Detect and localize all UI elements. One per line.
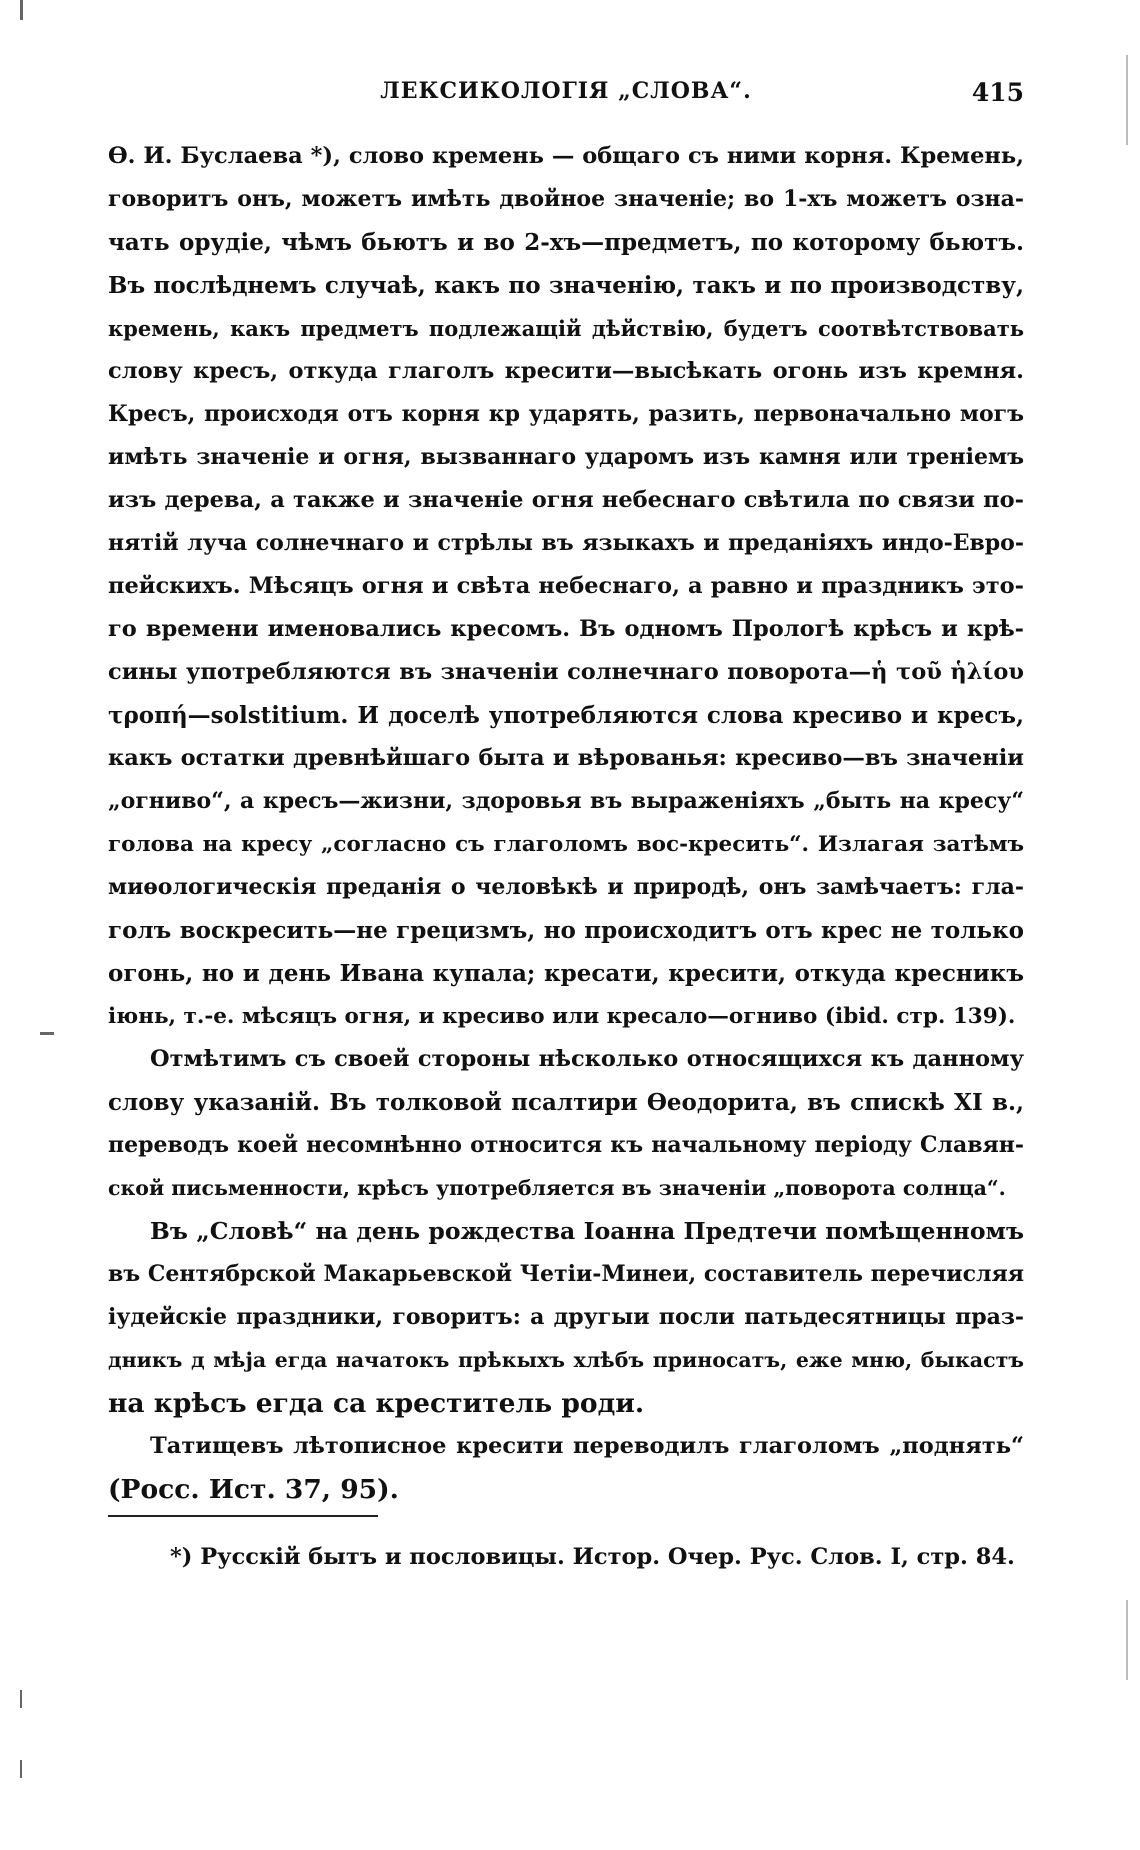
scan-mark [40, 1032, 54, 1035]
text-line: слову кресъ, откуда глаголъ кресити—высѣкать огонь изъ кремня. [108, 358, 1024, 384]
text-line: ской письменности, крѣсъ употребляется въ значеніи „поворота солнца“. [108, 1176, 1006, 1200]
text-line: какъ остатки древнѣйшаго быта и вѣрованья: кресиво—въ значеніи [108, 745, 1024, 771]
page-number: 415 [971, 78, 1024, 107]
text-line: τροπή—solstitium. И доселѣ употребляются слова кресиво и кресъ, [108, 702, 1024, 729]
text-line: на крѣсъ егда са креститель роди. [108, 1388, 645, 1419]
page-edge-mark [1126, 1600, 1128, 1680]
running-head [108, 78, 1024, 118]
text-line: го времени именовались кресомъ. Въ одномъ Прологѣ крѣсъ и крѣ- [108, 616, 1024, 642]
footnote: *) Русскій бытъ и пословицы. Истор. Очер. Рус. Слов. I, стр. 84. [170, 1544, 1015, 1570]
text-line: Въ послѣднемъ случаѣ, какъ по значенію, такъ и по производству, [108, 272, 1024, 299]
page-edge-mark [1126, 55, 1128, 145]
text-line: голова на кресу „согласно съ глаголомъ вос-кресить“. Излагая затѣмъ [108, 832, 1024, 857]
text-line: нятій луча солнечнаго и стрѣлы въ языкахъ и преданіяхъ индо-Евро- [108, 530, 1024, 556]
text-line: сины употребляются въ значеніи солнечнаго поворота—ἡ τοῦ ἡλίου [108, 659, 1024, 685]
text-line: переводъ коей несомнѣнно относится къ начальному періоду Славян- [108, 1132, 1024, 1158]
text-line: Ѳ. И. Буслаева *), слово кремень — общаго съ ними корня. Кремень, [108, 143, 1024, 169]
text-line: дникъ д мѣја егда начатокъ прѣкыхъ хлѣбъ приносатъ, еже мню, быкастъ [108, 1348, 1024, 1372]
text-line: (Росс. Ист. 37, 95). [108, 1474, 399, 1505]
text-line: іюнь, т.-е. мѣсяцъ огня, и кресиво или кресало—огниво (ibid. стр. 139). [108, 1004, 1016, 1029]
text-line: пейскихъ. Мѣсяцъ огня и свѣта небеснаго, а равно и праздникъ это- [108, 573, 1024, 599]
running-title: ЛЕКСИКОЛОГІЯ „СЛОВА“. [380, 78, 752, 104]
text-line: Кресъ, происходя отъ корня кр ударять, разить, первоначально могъ [108, 401, 1024, 427]
scan-mark [20, 1690, 22, 1708]
footnote-rule [108, 1515, 378, 1517]
text-line: Въ „Словѣ“ на день рождества Іоанна Предтечи помѣщенномъ [150, 1217, 1024, 1245]
text-line: іудейскіе праздники, говоритъ: а другыи посли патьдесятницы праз- [108, 1304, 1024, 1330]
text-line: голъ воскресить—не грецизмъ, но происходитъ отъ крес не только [108, 917, 1024, 944]
text-line: слову указаній. Въ толковой псалтири Ѳеодорита, въ спискѣ XI в., [108, 1089, 1024, 1116]
scan-mark [20, 0, 23, 20]
text-line: говоритъ онъ, можетъ имѣть двойное значеніе; во 1-хъ можетъ озна- [108, 186, 1024, 212]
text-line: Татищевъ лѣтописное кресити переводилъ глаголомъ „поднять“ [150, 1433, 1024, 1459]
text-line: имѣть значеніе и огня, вызваннаго ударомъ изъ камня или треніемъ [108, 444, 1024, 470]
scan-mark [20, 1760, 22, 1778]
text-line: миѳологическія преданія о человѣкѣ и природѣ, онъ замѣчаетъ: гла- [108, 874, 1024, 900]
body-text [108, 135, 1024, 1511]
text-line: чать орудіе, чѣмъ бьютъ и во 2-хъ—предметъ, по которому бьютъ. [108, 229, 1024, 256]
text-line: кремень, какъ предметъ подлежащій дѣйствію, будетъ соотвѣтствовать [108, 316, 1024, 341]
text-line: огонь, но и день Ивана купала; кресати, кресити, откуда кресникъ [108, 960, 1024, 987]
text-line: изъ дерева, а также и значеніе огня небеснаго свѣтила по связи по- [108, 487, 1024, 513]
text-line: „огниво“, а кресъ—жизни, здоровья въ выраженіяхъ „быть на кресу“ [108, 788, 1024, 814]
text-line: Отмѣтимъ съ своей стороны нѣсколько относящихся къ данному [150, 1046, 1024, 1072]
text-line: въ Сентябрской Макарьевской Четіи-Минеи, составитель перечисляя [108, 1261, 1024, 1287]
